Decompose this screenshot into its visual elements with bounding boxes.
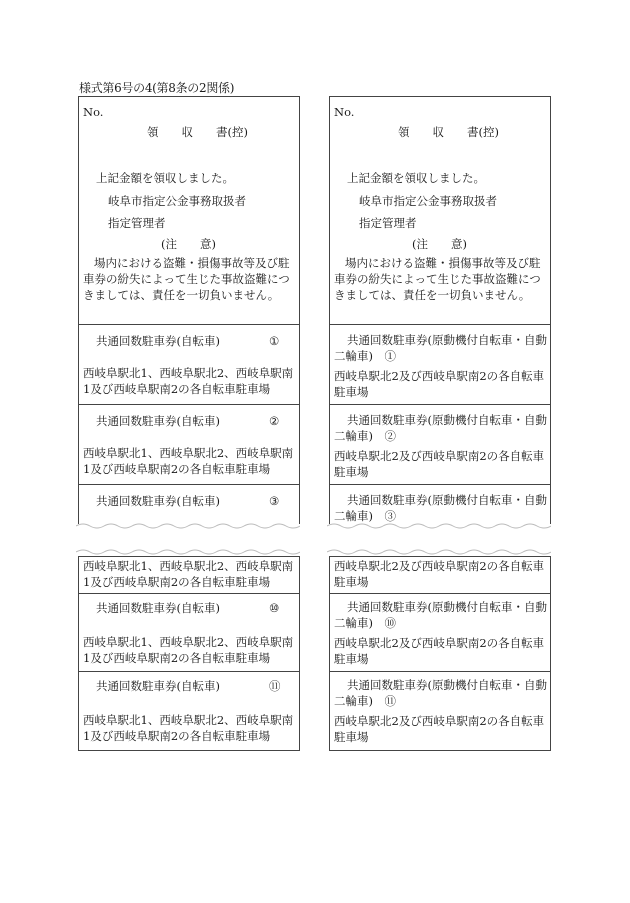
ticket-number: ① xyxy=(269,334,280,348)
receipt-number-label: No. xyxy=(83,105,104,119)
ticket-locations: 西岐阜駅北2及び西岐阜駅南2の各自転車駐車場 xyxy=(334,714,545,744)
ticket-locations: 西岐阜駅北2及び西岐阜駅南2の各自転車駐車場 xyxy=(334,449,545,479)
received-statement: 上記金額を領収しました。 xyxy=(347,171,485,185)
caution-text: 場内における盗難・損傷事故等及び駐車券の紛失によって生じた事故盗難につきましては、責任を一切負いません。 xyxy=(334,256,541,302)
receipt-stub-right-top xyxy=(329,96,551,524)
caution-text: 場内における盗難・損傷事故等及び駐車券の紛失によって生じた事故盗難につきましては、責任を一切負いません。 xyxy=(83,256,290,302)
ticket-number: ⑩ xyxy=(269,601,280,615)
form-caption: 様式第6号の4(第8条の2関係) xyxy=(79,81,235,95)
office-name: 岐阜市指定公金事務取扱者 xyxy=(108,194,246,208)
ticket-name: 共通回数駐車券(原動機付自転車・自動二輪車) ⑪ xyxy=(334,678,547,708)
receipt-stub-right-bottom xyxy=(329,556,551,751)
ticket-number: ① xyxy=(384,349,396,363)
ticket-locations: 西岐阜駅北2及び西岐阜駅南2の各自転車駐車場 xyxy=(334,636,545,666)
ticket-name: 共通回数駐車券(原動機付自転車・自動二輪車) ③ xyxy=(334,493,547,523)
ticket-name: 共通回数駐車券(自転車) xyxy=(96,601,220,615)
ticket-locations: 西岐阜駅北2及び西岐阜駅南2の各自転車駐車場 xyxy=(334,559,545,589)
ticket-section xyxy=(330,593,550,672)
cut-line-left-top xyxy=(76,522,300,534)
ticket-locations: 西岐阜駅北2及び西岐阜駅南2の各自転車駐車場 xyxy=(334,369,545,399)
ticket-name: 共通回数駐車券(自転車) xyxy=(96,494,220,508)
ticket-section xyxy=(330,671,550,750)
ticket-section xyxy=(330,404,550,485)
ticket-number: ⑪ xyxy=(384,694,396,708)
ticket-number: ⑪ xyxy=(269,679,281,693)
receipt-title: 領 収 書(控) xyxy=(398,125,499,139)
cut-line-right-bottom xyxy=(327,544,551,556)
ticket-locations: 西岐阜駅北1、西岐阜駅北2、西岐阜駅南1及び西岐阜駅南2の各自転車駐車場 xyxy=(83,446,294,476)
ticket-number: ② xyxy=(384,429,396,443)
ticket-section xyxy=(79,324,299,405)
ticket-number: ② xyxy=(269,414,280,428)
cut-line-left-bottom xyxy=(76,544,300,556)
ticket-section xyxy=(79,484,299,525)
receipt-number-label: No. xyxy=(334,105,355,119)
ticket-name: 共通回数駐車券(原動機付自転車・自動二輪車) ⑩ xyxy=(334,600,547,630)
ticket-section xyxy=(79,671,299,750)
ticket-name: 共通回数駐車券(原動機付自転車・自動二輪車) ① xyxy=(334,333,547,363)
caution-title: (注 意) xyxy=(412,237,467,251)
manager-label: 指定管理者 xyxy=(108,216,166,230)
ticket-locations: 西岐阜駅北1、西岐阜駅北2、西岐阜駅南1及び西岐阜駅南2の各自転車駐車場 xyxy=(83,713,294,743)
received-statement: 上記金額を領収しました。 xyxy=(96,171,234,185)
ticket-name: 共通回数駐車券(自転車) xyxy=(96,334,220,348)
ticket-number: ⑩ xyxy=(384,616,396,630)
office-name: 岐阜市指定公金事務取扱者 xyxy=(359,194,497,208)
ticket-name: 共通回数駐車券(自転車) xyxy=(96,679,220,693)
ticket-section xyxy=(79,404,299,485)
ticket-section xyxy=(330,324,550,405)
ticket-number: ③ xyxy=(269,494,280,508)
ticket-section xyxy=(330,484,550,525)
ticket-locations: 西岐阜駅北1、西岐阜駅北2、西岐阜駅南1及び西岐阜駅南2の各自転車駐車場 xyxy=(83,366,294,396)
ticket-name: 共通回数駐車券(自転車) xyxy=(96,414,220,428)
cut-line-right-top xyxy=(327,522,551,534)
receipt-title: 領 収 書(控) xyxy=(147,125,248,139)
ticket-section xyxy=(79,593,299,672)
ticket-locations: 西岐阜駅北1、西岐阜駅北2、西岐阜駅南1及び西岐阜駅南2の各自転車駐車場 xyxy=(83,559,294,589)
caution-title: (注 意) xyxy=(161,237,216,251)
receipt-stub-left-bottom xyxy=(78,556,300,751)
ticket-locations: 西岐阜駅北1、西岐阜駅北2、西岐阜駅南1及び西岐阜駅南2の各自転車駐車場 xyxy=(83,635,294,665)
ticket-name: 共通回数駐車券(原動機付自転車・自動二輪車) ② xyxy=(334,413,547,443)
manager-label: 指定管理者 xyxy=(359,216,417,230)
receipt-stub-left-top xyxy=(78,96,300,524)
ticket-number: ③ xyxy=(384,509,396,523)
